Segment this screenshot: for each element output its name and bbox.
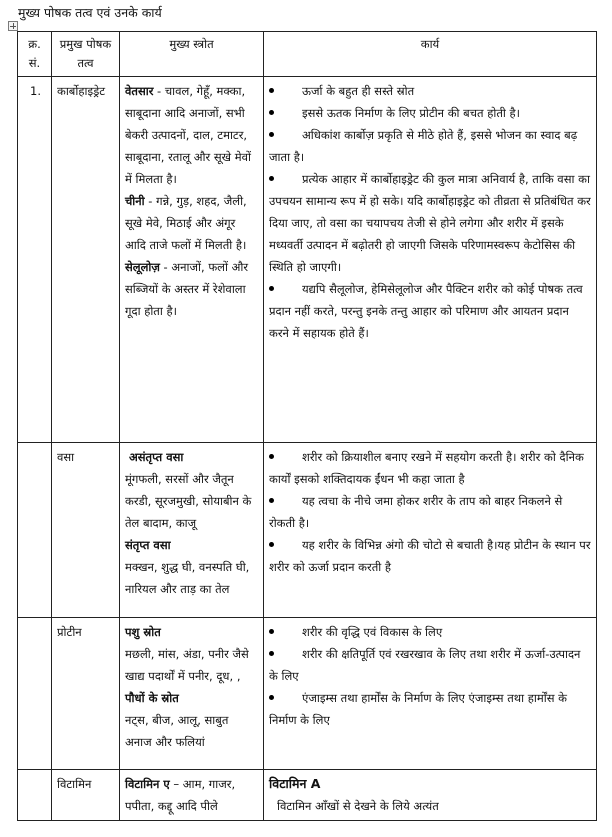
bullet-icon (269, 498, 274, 503)
table-row (18, 77, 597, 443)
sources-cell (120, 443, 264, 618)
source-entry (125, 80, 258, 190)
list-item (269, 687, 591, 731)
list-item (269, 643, 591, 687)
row-number (18, 443, 52, 618)
table-row (18, 770, 597, 821)
function-text: यह त्वचा के नीचे जमा होकर शरीर के ताप को बाहर निकलने से रोकती है। (269, 494, 563, 530)
bullet-icon (269, 629, 274, 634)
functions-cell (264, 770, 597, 821)
sources-cell (120, 770, 264, 821)
list-item (269, 490, 591, 534)
function-text: शरीर की क्षतिपूर्ति एवं रखरखाव के लिए तथा शरीर में ऊर्जा-उत्पादन के लिए (269, 647, 581, 683)
source-entry (125, 256, 258, 322)
source-entry (125, 190, 258, 256)
source-text: - चावल, गेहूँ, मक्का, साबूदाना आदि अनाजों, सभी बेकरी उत्पादनों, दाल, टमाटर, साबूदाना, रतालू और सूखे मेवों में मिलता है। (125, 84, 251, 186)
functions-cell (264, 443, 597, 618)
list-item (269, 168, 591, 278)
bullet-icon (269, 286, 274, 291)
header-sources: मुख्य स्त्रोत (120, 32, 264, 77)
sources-cell (120, 77, 264, 443)
list-item (269, 534, 591, 578)
function-text: विटामिन आँखों से देखने के लिये अत्यंत (277, 799, 439, 813)
function-text: शरीर को क्रियाशील बनाए रखने में सहयोग करती है। शरीर को दैनिक कार्यों इसको शक्तिदायक ईंधन भी कहा जाता है (269, 450, 584, 486)
nutrient-name: वसा (52, 443, 120, 618)
function-text: यद्यपि सैलूलोज, हेमिसेलूलोज और पैक्टिन शरीर को कोई पोषक तत्व प्रदान नहीं करते, परन्तु इनके तन्तु आहार को परिमाण और आयतन प्रदान करने में सहायक होते हैं। (269, 282, 583, 340)
list-item (269, 621, 591, 643)
document-title: मुख्य पोषक तत्व एवं उनके कार्य (18, 5, 162, 20)
source-heading: विटामिन ए (125, 777, 170, 791)
sources-cell (120, 618, 264, 770)
source-heading: चीनी (125, 194, 145, 208)
list-item (269, 102, 591, 124)
table-move-handle-icon[interactable] (8, 21, 18, 31)
row-number: 1. (18, 77, 52, 443)
function-text: ऊर्जा के बहुत ही सस्ते स्रोत (302, 84, 415, 98)
row-number (18, 770, 52, 821)
source-text: - अनाजों, फलों और सब्जियों के अस्तर में रेशेवाला गूदा होता है। (125, 260, 249, 318)
header-nutrient: प्रमुख पोषक तत्व (52, 32, 120, 77)
nutrient-name: विटामिन (52, 770, 120, 821)
source-heading: पौधों के स्रोत (125, 691, 179, 705)
bullet-icon (269, 542, 274, 547)
functions-cell (264, 77, 597, 443)
function-text: एंजाइम्स तथा हार्मोंस के निर्माण के लिए एंजाइम्स तथा हार्मोंस के निर्माण के लिए (269, 691, 567, 727)
source-text: – आम, गाजर, पपीता, कद्दू आदि पीले (125, 777, 236, 813)
source-heading: संतृप्त वसा (125, 538, 171, 552)
bullet-icon (269, 132, 274, 137)
bullet-icon (269, 454, 274, 459)
source-heading: सेलूलोज़ (125, 260, 160, 274)
source-heading: असंतृप्त वसा (129, 450, 184, 464)
source-text: - गन्ने, गुड़, शहद, जैली, सूखे मेवे, मिठाई और अंगूर आदि ताजे फलों में मिलती है। (125, 194, 247, 252)
list-item (269, 446, 591, 490)
function-text: इससे ऊतक निर्माण के लिए प्रोटीन की बचत होती है। (302, 106, 521, 120)
header-functions: कार्य (264, 32, 597, 77)
function-text: यह शरीर के विभिन्न अंगो की चोटो से बचाती है।यह प्रोटीन के स्थान पर शरीर को ऊर्जा प्रदान करती है (269, 538, 591, 574)
source-text: मक्खन, शुद्ध घी, वनस्पति घी, नारियल और ताड़ का तेल (125, 560, 250, 596)
function-text: प्रत्येक आहार में कार्बोहाइड्रेट की कुल मात्रा अनिवार्य है, ताकि वसा का उपचयन सामान्य रूप में हो सके। यदि कार्बोहाइड्रेट को तीव्रता से प्रतिबंधित कर दिया जाए, तो वसा का चयापचय तेजी से होने लगेगा और शरीर में इसके मध्यवर्ती उत्पादन में बढ़ोतरी हो जाएगी जिसके परिणामस्वरूप केटोसिस की स्थिति हो जाएगी। (269, 172, 591, 274)
nutrient-name: प्रोटीन (52, 618, 120, 770)
bullet-icon (269, 695, 274, 700)
nutrient-name: कार्बोहाइड्रेट (52, 77, 120, 443)
function-text: शरीर की वृद्धि एवं विकास के लिए (302, 625, 443, 639)
table-header-row (18, 32, 597, 77)
table-row (18, 443, 597, 618)
list-item (269, 124, 591, 168)
table-row (18, 618, 597, 770)
source-text: नट्स, बीज, आलू, साबुत अनाज और फलियां (125, 713, 229, 749)
source-heading: पशु स्रोत (125, 625, 161, 639)
header-sno: क्र. सं. (18, 32, 52, 77)
function-text: अधिकांश कार्बोज़ प्रकृति से मीठे होते हैं, इससे भोजन का स्वाद बढ़ जाता है। (269, 128, 578, 164)
bullet-icon (269, 176, 274, 181)
bullet-icon (269, 110, 274, 115)
source-text: मछली, मांस, अंडा, पनीर जैसे खाद्य पदार्थों में पनीर, दूध, , (125, 647, 249, 683)
source-text: मूंगफली, सरसों और जैतून करडी, सूरजमुखी, सोयाबीन के तेल बादाम, काजू (125, 472, 252, 530)
list-item (269, 278, 591, 344)
nutrient-table (17, 31, 597, 821)
functions-cell (264, 618, 597, 770)
row-number (18, 618, 52, 770)
bullet-icon (269, 651, 274, 656)
vitamin-heading: विटामिन A (269, 776, 321, 791)
list-item (269, 80, 591, 102)
source-heading: वेतसार (125, 84, 154, 98)
bullet-icon (269, 88, 274, 93)
